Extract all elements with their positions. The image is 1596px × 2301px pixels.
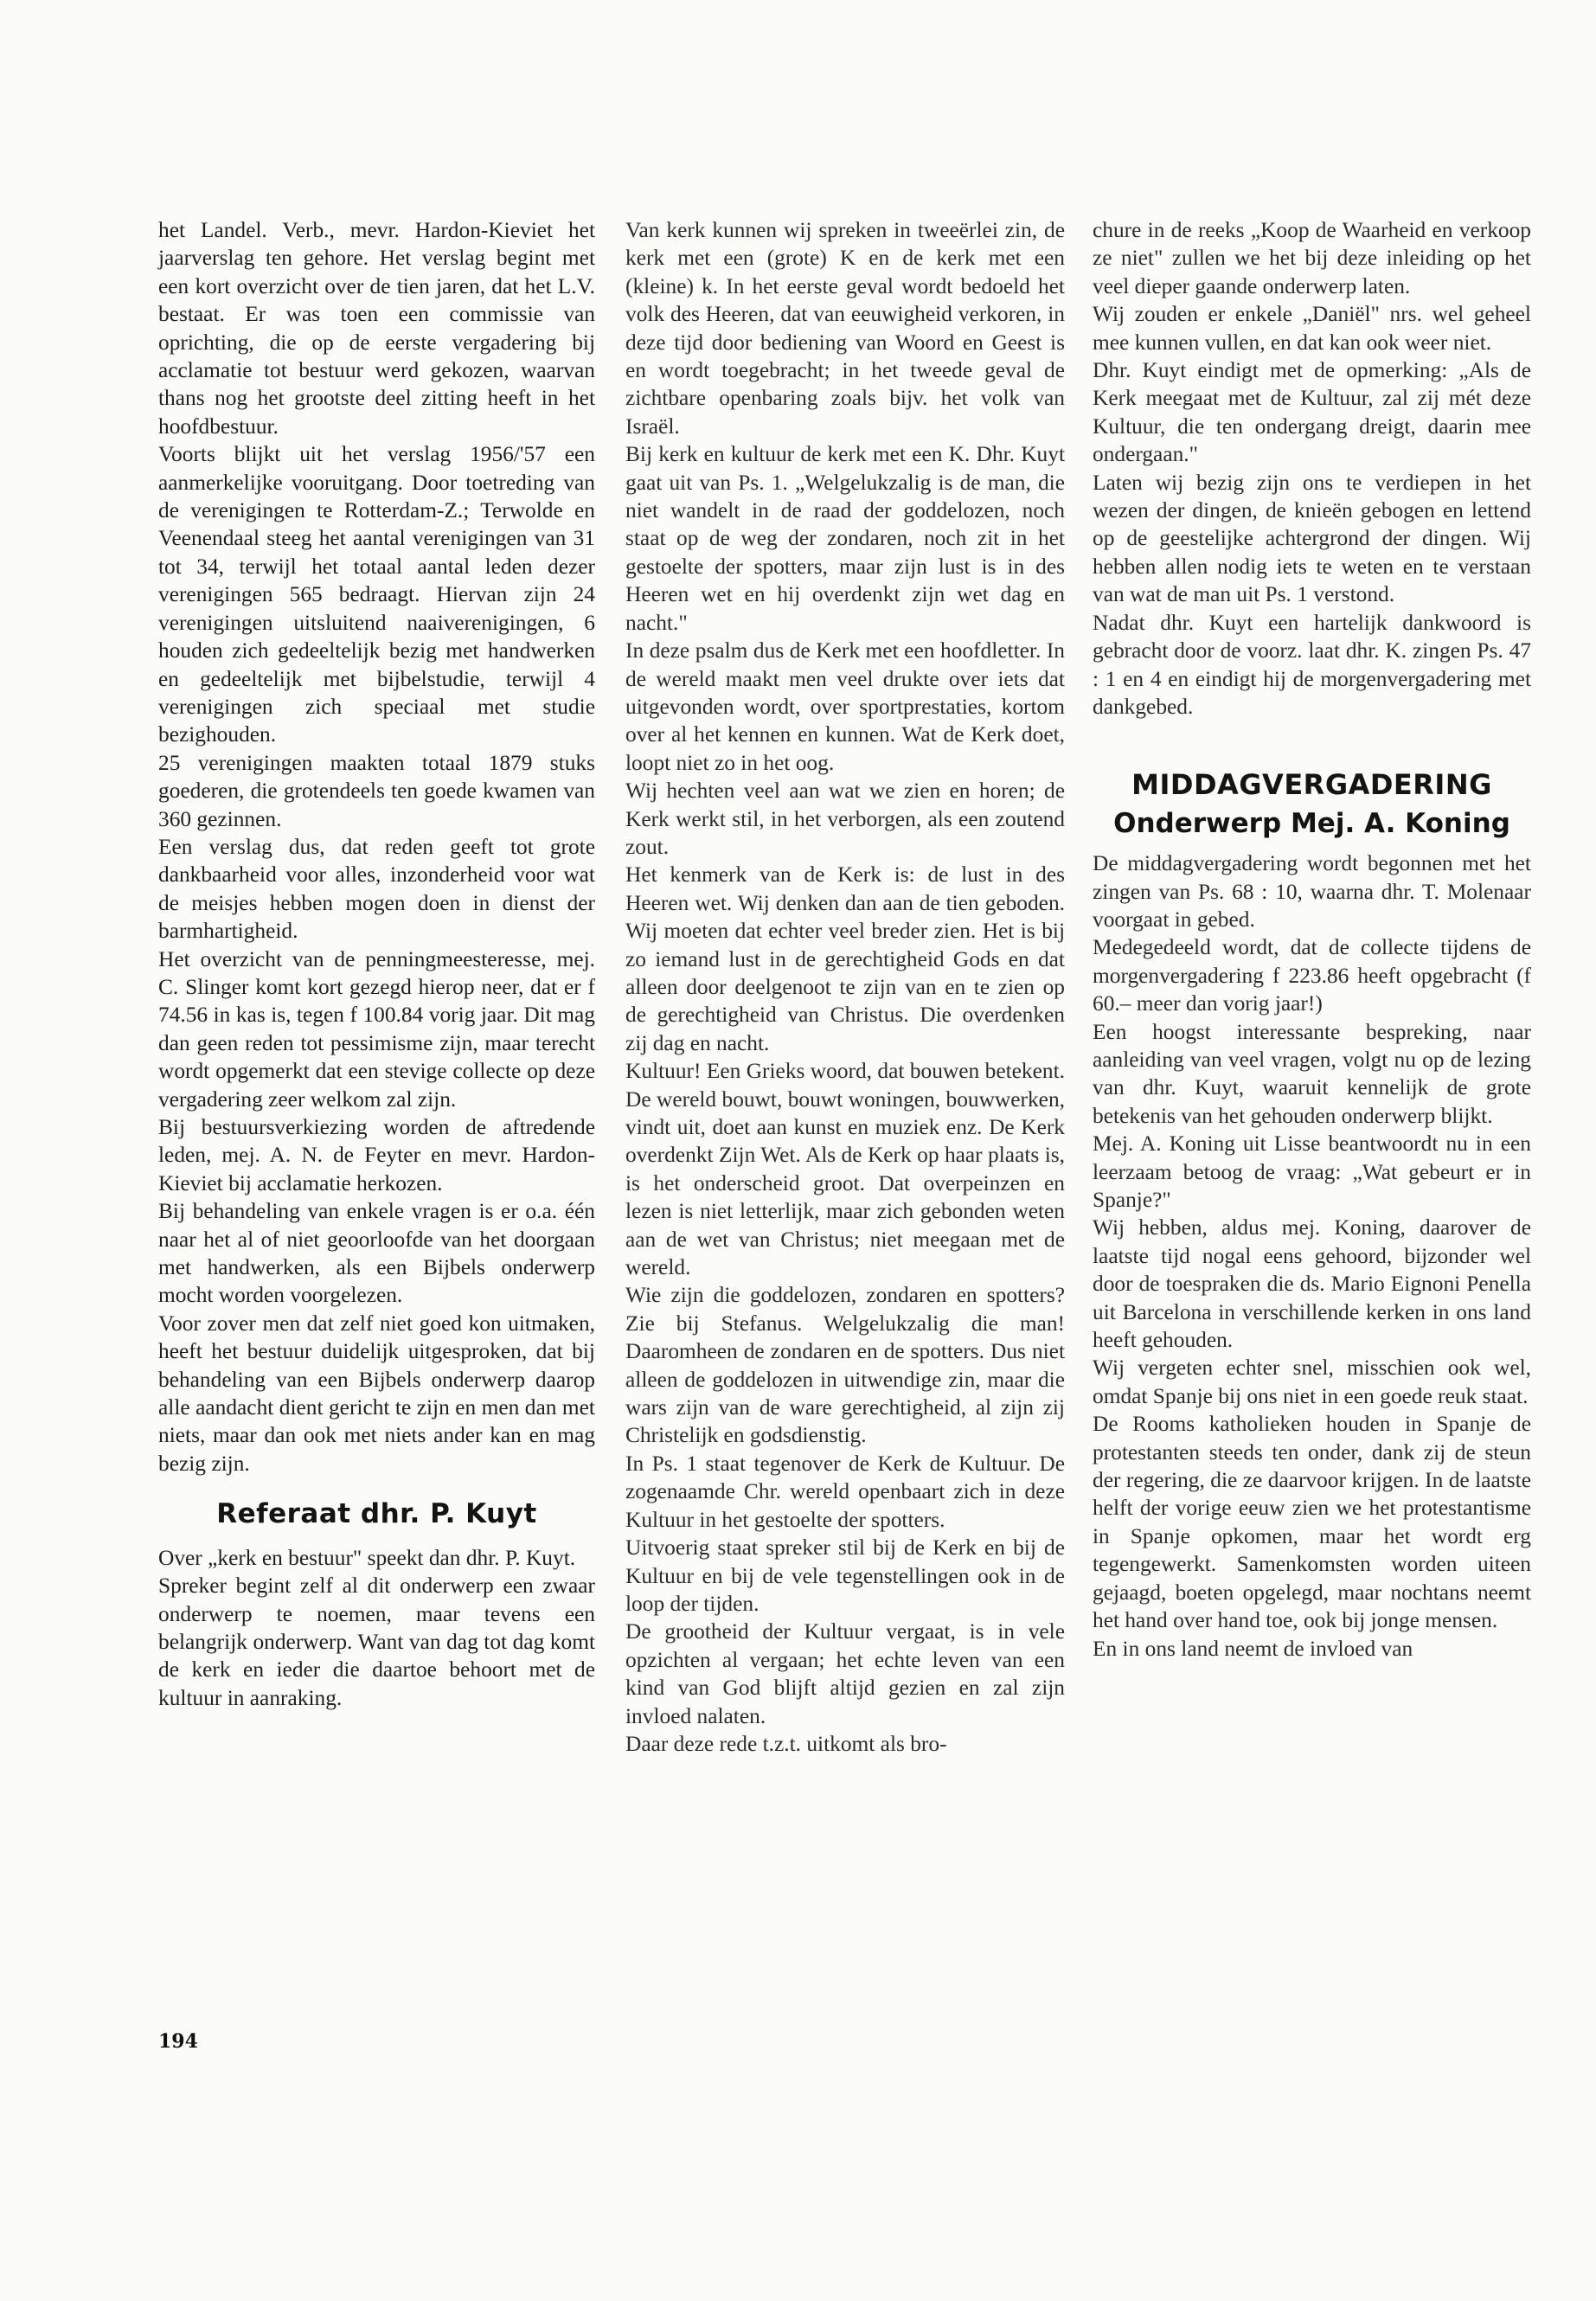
paragraph: Voor zover men dat zelf niet goed kon uitmaken, heeft het bestuur duidelijk uitgesproken, dat bij behandeling van een Bijbels onderwerp daarop alle aandacht dient gericht te zijn en men dan met niets, maar dan ook met niets ander kan en mag bezig zijn. bbox=[158, 1311, 595, 1476]
column-middle bbox=[625, 216, 1065, 1758]
paragraph: Wij vergeten echter snel, misschien ook wel, omdat Spanje bij ons niet in een goede reuk staat. bbox=[1093, 1356, 1531, 1408]
paragraph: Medegedeeld wordt, dat de collecte tijdens de morgenvergadering f 223.86 heeft opgebracht (f 60.– meer dan vorig jaar!) bbox=[1093, 935, 1531, 1016]
paragraph: Spreker begint zelf al dit onderwerp een zwaar onderwerp te noemen, maar tevens een belangrijk onderwerp. Want van dag tot dag komt de kerk en ieder die daartoe behoort met de kultuur in aanraking. bbox=[158, 1574, 595, 1710]
page-number: 194 bbox=[158, 2030, 198, 2053]
paragraph: De grootheid der Kultuur vergaat, is in vele opzichten al vergaan; het echte leven van een kind van God blijft altijd gezien en zal zijn invloed nalaten. bbox=[625, 1619, 1065, 1728]
section-heading-middagvergadering: MIDDAGVERGADERING bbox=[1131, 768, 1492, 802]
paragraph: Voorts blijkt uit het verslag 1956/'57 een aanmerkelijke vooruitgang. Door toetreding van de verenigingen te Rotterdam-Z.; Terwolde en Veenendaal steeg het aantal verenigingen van 31 tot 34, terwijl het totaal aantal leden dezer verenigingen 565 bedraagt. Hiervan zijn 24 verenigingen uitsluitend naaiverenigingen, 6 houden zich gedeeltelijk bezig met handwerken en gedeeltelijk met bijbelstudie, terwijl 4 verenigingen zich speciaal met studie bezighouden. bbox=[158, 442, 595, 747]
paragraph: chure in de reeks „Koop de Waarheid en verkoop ze niet" zullen we het bij deze inleiding op het veel dieper gaande onderwerp laten. bbox=[1093, 218, 1531, 298]
section-subheading-onderwerp: Onderwerp Mej. A. Koning bbox=[1113, 807, 1510, 839]
paragraph: Bij kerk en kultuur de kerk met een K. Dhr. Kuyt gaat uit van Ps. 1. „Welgelukzalig is de man, die niet wandelt in de raad der goddelozen, noch staat op de weg der zondaren, noch zit in het gestoelte der spotters, maar zijn lust is in des Heeren wet en hij overdenkt zijn wet dag en nacht." bbox=[625, 442, 1065, 635]
section-heading-referaat: Referaat dhr. P. Kuyt bbox=[216, 1498, 537, 1530]
paragraph: Wie zijn die goddelozen, zondaren en spotters? Zie bij Stefanus. Welgelukzalig die man! Daaromheen de zondaren en de spotters. Dus niet alleen de goddelozen in uitwendige zin, maar die wars zijn van de ware gerechtigheid, al zijn zij Christelijk en godsdienstig. bbox=[625, 1283, 1065, 1448]
paragraph: Over „kerk en bestuur" speekt dan dhr. P. Kuyt. bbox=[158, 1545, 576, 1570]
paragraph: Het kenmerk van de Kerk is: de lust in des Heeren wet. Wij denken dan aan de tien geboden. Wij moeten dat echter veel breder zien. Het is bij zo iemand lust in de gerechtigheid Gods en dat alleen door deelgenoot te zijn van en te zien op de gerechtigheid van Christus. Die overdenken zij dag en nacht. bbox=[625, 862, 1065, 1055]
paragraph: Kultuur! Een Grieks woord, dat bouwen betekent. De wereld bouwt, bouwt woningen, bouwwerken, vindt uit, doet aan kunst en muziek enz. De Kerk overdenkt Zijn Wet. Als de Kerk op haar plaats is, is het onderscheid groot. Dat overpeinzen en lezen is niet letterlijk, maar zich gebonden weten aan de wet van Christus; niet meegaan met de wereld. bbox=[625, 1059, 1065, 1280]
paragraph: Dhr. Kuyt eindigt met de opmerking: „Als de Kerk meegaat met de Kultuur, zal zij mét deze Kultuur, die ten ondergang dreigt, daarin mee ondergaan." bbox=[1093, 358, 1531, 467]
paragraph: De Rooms katholieken houden in Spanje de protestanten steeds ten onder, dank zij de steun der regering, die ze daarvoor krijgen. In de laatste helft der vorige eeuw zien we het protestantisme in Spanje opkomen, maar het wordt erg tegengewerkt. Samenkomsten worden uiteen gejaagd, boeten opgelegd, maar nochtans neemt het hand over hand toe, ook bij jonge mensen. bbox=[1093, 1412, 1531, 1633]
paragraph: Wij hebben, aldus mej. Koning, daarover de laatste tijd nogal eens gehoord, bijzonder wel door de toespraken die ds. Mario Eignoni Penella uit Barcelona in verschillende kerken in ons land heeft gehouden. bbox=[1093, 1215, 1531, 1353]
paragraph: Daar deze rede t.z.t. uitkomt als bro- bbox=[625, 1731, 947, 1756]
paragraph: Bij behandeling van enkele vragen is er o.a. één naar het al of niet geoorloofde van het doorgaan met handwerken, als een Bijbels onderwerp mocht worden voorgelezen. bbox=[158, 1199, 595, 1308]
paragraph: Het overzicht van de penningmeesteresse, mej. C. Slinger komt kort gezegd hierop neer, dat er f 74.56 in kas is, tegen f 100.84 vorig jaar. Dit mag dan geen reden tot pessimisme zijn, maar terecht wordt opgemerkt dat een stevige collecte op deze vergadering zeer welkom zal zijn. bbox=[158, 946, 595, 1112]
paragraph: Van kerk kunnen wij spreken in tweeërlei zin, de kerk met een (grote) K en de kerk met een (kleine) k. In het eerste geval wordt bedoeld het volk des Heeren, dat van eeuwigheid verkoren, in deze tijd door bediening van Woord en Geest is en wordt toegebracht; in het tweede geval de zichtbare openbaring zoals bijv. het volk van Israël. bbox=[625, 218, 1065, 439]
paragraph: Wij hechten veel aan wat we zien en horen; de Kerk werkt stil, in het verborgen, als een zoutend zout. bbox=[625, 779, 1065, 859]
paragraph: Een hoogst interessante bespreking, naar aanleiding van veel vragen, volgt nu op de lezing van dhr. Kuyt, waaruit kennelijk de grote betekenis van het gehouden onderwerp blijkt. bbox=[1093, 1019, 1531, 1128]
paragraph: Uitvoerig staat spreker stil bij de Kerk en bij de Kultuur en bij de vele tegenstellingen ook in de loop der tijden. bbox=[625, 1535, 1065, 1616]
column-left bbox=[158, 216, 595, 1712]
paragraph: Bij bestuursverkiezing worden de aftredende leden, mej. A. N. de Feyter en mevr. Hardon-Kieviet bij acclamatie herkozen. bbox=[158, 1115, 595, 1195]
paragraph: En in ons land neemt de invloed van bbox=[1093, 1636, 1413, 1661]
paragraph: Laten wij bezig zijn ons te verdiepen in het wezen der dingen, de knieën gebogen en lettend op de geestelijke achtergrond der dingen. Wij hebben allen nodig iets te weten en te verstaan van wat de man uit Ps. 1 verstond. bbox=[1093, 470, 1531, 607]
paragraph: De middagvergadering wordt begonnen met het zingen van Ps. 68 : 10, waarna dhr. T. Molenaar voorgaat in gebed. bbox=[1093, 851, 1531, 932]
paragraph: Een verslag dus, dat reden geeft tot grote dankbaarheid voor alles, inzonderheid voor wat de meisjes hebben mogen doen in dienst der barmhartigheid. bbox=[158, 834, 595, 944]
column-right bbox=[1093, 216, 1531, 1663]
paragraph: 25 verenigingen maakten totaal 1879 stuks goederen, die grotendeels ten goede kwamen van 360 gezinnen. bbox=[158, 750, 595, 831]
paragraph: In deze psalm dus de Kerk met een hoofdletter. In de wereld maakt men veel drukte over iets dat uitgevonden wordt, over sportprestaties, kortom over al het kennen en kunnen. Wat de Kerk doet, loopt niet zo in het oog. bbox=[625, 638, 1065, 775]
paragraph: het Landel. Verb., mevr. Hardon-Kieviet het jaarverslag ten gehore. Het verslag begint met een kort overzicht over de tien jaren, dat het L.V. bestaat. Er was toen een commissie van oprichting, die op de eerste vergadering bij acclamatie tot bestuur werd gekozen, waarvan thans nog het grootste deel zitting heeft in het hoofdbestuur. bbox=[158, 218, 595, 439]
paragraph: Nadat dhr. Kuyt een hartelijk dankwoord is gebracht door de voorz. laat dhr. K. zingen Ps. 47 : 1 en 4 en eindigt hij de morgenvergadering met dankgebed. bbox=[1093, 610, 1531, 719]
paragraph: Mej. A. Koning uit Lisse beantwoordt nu in een leerzaam betoog de vraag: „Wat gebeurt er in Spanje?" bbox=[1093, 1131, 1531, 1212]
paragraph: In Ps. 1 staat tegenover de Kerk de Kultuur. De zogenaamde Chr. wereld openbaart zich in deze Kultuur in het gestoelte der spotters. bbox=[625, 1451, 1065, 1532]
paragraph: Wij zouden er enkele „Daniël" nrs. wel geheel mee kunnen vullen, en dat kan ook weer niet. bbox=[1093, 302, 1531, 355]
